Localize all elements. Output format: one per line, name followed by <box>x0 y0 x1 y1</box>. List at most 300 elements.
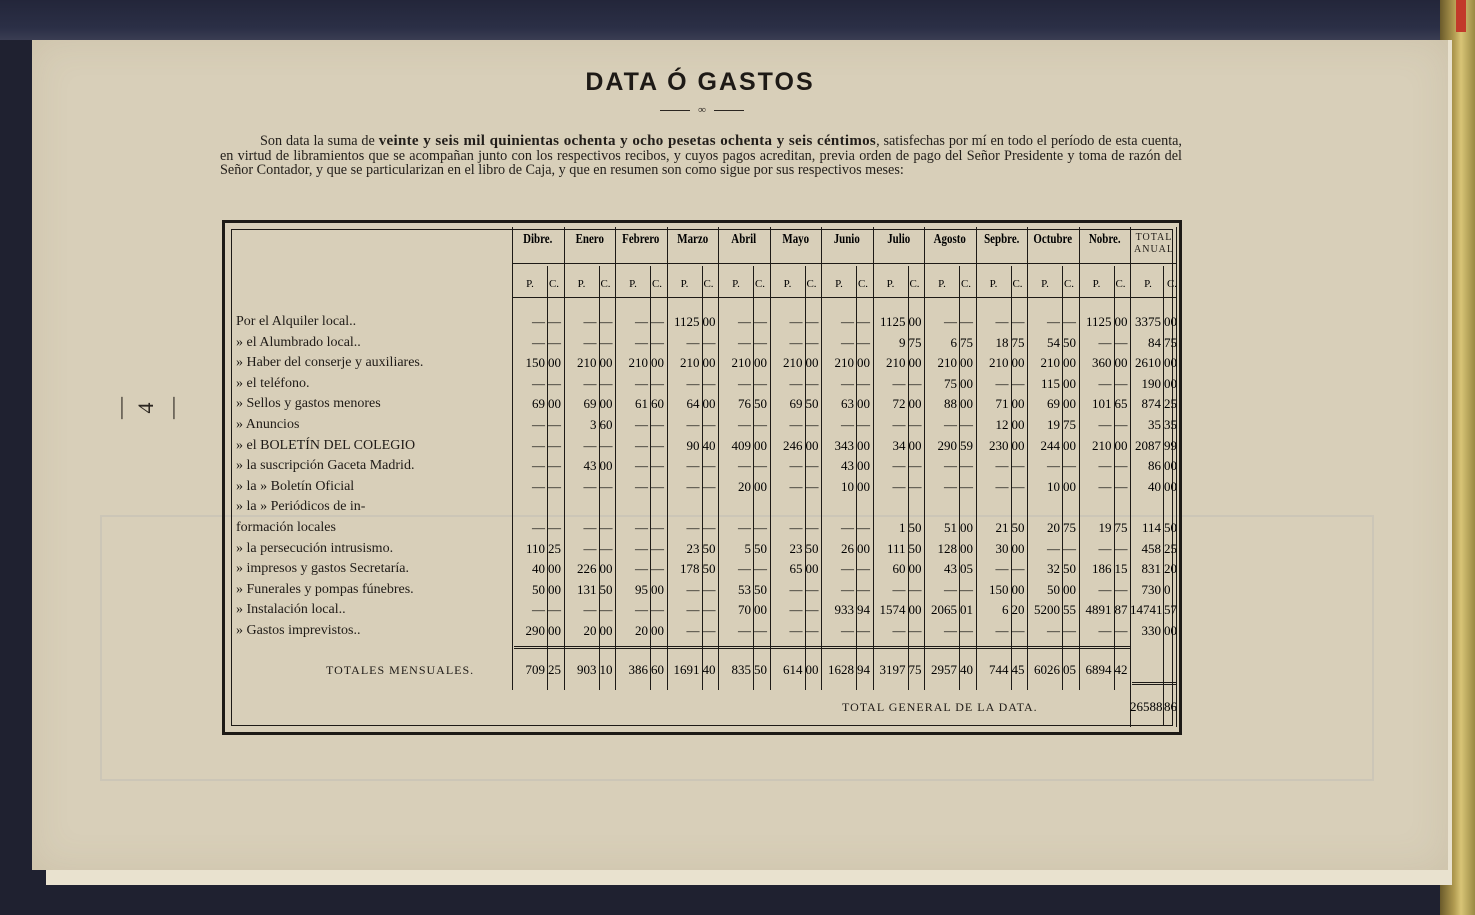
row-value-centimos: 75 <box>1063 417 1076 432</box>
row-value-centimos: 00 <box>1011 396 1025 412</box>
total-value-centimos: 00 <box>805 662 819 677</box>
row-value-centimos: 50 <box>805 540 819 556</box>
row-value-centimos: — <box>548 334 561 350</box>
row-value-centimos: 00 <box>754 355 767 371</box>
row-value-pesetas: — <box>789 458 803 474</box>
month-header-6: Junio <box>833 232 860 247</box>
row-value-centimos: — <box>805 602 819 618</box>
row-value-pesetas: 72 <box>892 396 906 412</box>
row-value-pesetas: 69 <box>789 396 803 412</box>
row-value-pesetas: 178 <box>680 561 700 577</box>
row-value-pesetas: — <box>892 375 906 391</box>
row-value-pesetas: — <box>1098 417 1112 432</box>
row-value-pesetas: — <box>738 375 751 391</box>
total-value-centimos: 94 <box>857 662 870 677</box>
row-value-centimos: 50 <box>702 561 716 577</box>
row-value-pesetas: — <box>635 314 648 329</box>
row-value-centimos: 00 <box>1011 581 1025 597</box>
row-total-centimos: 00 <box>1164 458 1177 474</box>
total-value-pesetas: 1628 <box>828 662 854 677</box>
row-value-pesetas: — <box>686 520 700 535</box>
row-label: » Funerales y pompas fúnebres. <box>236 581 414 597</box>
row-value-centimos: — <box>702 417 716 432</box>
row-value-pesetas: — <box>892 478 906 494</box>
row-value-pesetas: 71 <box>995 396 1009 412</box>
month-header-11: Nobre. <box>1088 232 1121 247</box>
row-value-centimos: — <box>1114 540 1128 556</box>
row-total-centimos: 25 <box>1164 540 1177 556</box>
row-value-pesetas: 150 <box>989 581 1009 597</box>
row-value-pesetas: 343 <box>834 437 854 453</box>
row-value-pesetas: 246 <box>783 437 803 453</box>
row-value-pesetas: 70 <box>738 602 751 618</box>
row-value-pesetas: 95 <box>635 581 648 597</box>
row-value-pesetas: 933 <box>834 602 854 618</box>
row-value-centimos: — <box>754 334 767 350</box>
row-value-centimos: 00 <box>908 602 922 618</box>
row-value-pesetas: — <box>686 458 700 474</box>
row-value-centimos: — <box>805 458 819 474</box>
row-value-centimos: — <box>702 478 716 494</box>
row-value-centimos: — <box>754 623 767 638</box>
row-value-pesetas: — <box>1098 458 1112 474</box>
total-value-centimos: 45 <box>1011 662 1025 677</box>
subheader-c: C. <box>1063 278 1075 290</box>
row-value-centimos: 00 <box>1114 437 1128 453</box>
row-value-pesetas: — <box>738 314 751 329</box>
total-value-centimos: 60 <box>651 662 664 677</box>
row-value-pesetas: 290 <box>525 623 545 638</box>
row-value-centimos: 20 <box>1011 602 1025 618</box>
row-value-centimos: 00 <box>857 540 870 556</box>
row-value-centimos: 50 <box>908 540 922 556</box>
row-label: » la » Periódicos de in- <box>236 499 366 515</box>
row-value-centimos: 00 <box>1063 355 1076 371</box>
row-value-centimos: 05 <box>960 561 973 577</box>
row-value-centimos: — <box>1114 623 1128 638</box>
row-value-centimos: — <box>702 520 716 535</box>
row-value-centimos: 00 <box>599 623 613 638</box>
row-value-pesetas: 32 <box>1047 561 1060 577</box>
row-value-pesetas: 3 <box>590 417 597 432</box>
row-value-pesetas: 43 <box>841 458 854 474</box>
total-value-centimos: 42 <box>1114 662 1128 677</box>
row-value-pesetas: — <box>583 520 597 535</box>
row-value-pesetas: 65 <box>789 561 803 577</box>
row-total-pesetas: 874 <box>1141 396 1161 412</box>
row-value-pesetas: — <box>789 602 803 618</box>
row-value-pesetas: 210 <box>937 355 957 371</box>
row-value-pesetas: — <box>995 375 1009 391</box>
row-value-centimos: — <box>1063 540 1076 556</box>
row-value-centimos: 75 <box>908 334 922 350</box>
row-value-centimos: — <box>651 417 664 432</box>
row-value-pesetas: 20 <box>635 623 648 638</box>
row-value-centimos: 00 <box>857 478 870 494</box>
subheader-c: C. <box>1012 278 1023 290</box>
row-value-pesetas: 210 <box>731 355 751 371</box>
row-label: Por el Alquiler local.. <box>236 314 357 329</box>
total-header-line2: ANUAL <box>1134 244 1174 255</box>
row-value-pesetas: — <box>686 581 700 597</box>
row-value-centimos: — <box>548 520 561 535</box>
row-value-pesetas: — <box>1047 458 1060 474</box>
row-value-centimos: — <box>908 417 922 432</box>
row-value-centimos: 50 <box>908 520 922 535</box>
month-header-3: Marzo <box>676 232 708 247</box>
row-value-pesetas: — <box>789 520 803 535</box>
row-value-centimos: 00 <box>599 458 613 474</box>
row-total-centimos: 00 <box>1164 623 1177 638</box>
row-value-centimos: 00 <box>1063 478 1076 494</box>
row-value-pesetas: 210 <box>628 355 648 371</box>
row-value-pesetas: 20 <box>738 478 751 494</box>
row-value-centimos: — <box>1011 561 1025 577</box>
row-value-pesetas: 210 <box>1040 355 1060 371</box>
row-value-centimos: 00 <box>805 355 819 371</box>
row-value-centimos: — <box>651 561 664 577</box>
row-value-centimos: — <box>1011 314 1025 329</box>
row-value-centimos: 00 <box>548 355 561 371</box>
row-value-pesetas: 210 <box>680 355 700 371</box>
row-value-pesetas: — <box>789 375 803 391</box>
row-value-pesetas: 409 <box>731 437 751 453</box>
row-value-pesetas: 18 <box>995 334 1009 350</box>
row-value-centimos: 40 <box>702 437 716 453</box>
row-value-pesetas: — <box>1098 623 1112 638</box>
row-total-centimos: 99 <box>1164 437 1177 453</box>
row-value-centimos: — <box>548 478 561 494</box>
row-value-pesetas: — <box>1047 623 1060 638</box>
row-value-centimos: 00 <box>908 561 922 577</box>
row-value-pesetas: 210 <box>577 355 597 371</box>
row-value-pesetas: 115 <box>1040 375 1060 391</box>
row-value-pesetas: — <box>1098 375 1112 391</box>
subheader-c: C. <box>806 278 817 290</box>
row-value-centimos: 60 <box>599 417 613 432</box>
row-value-centimos: — <box>960 623 973 638</box>
row-value-pesetas: 10 <box>841 478 854 494</box>
row-value-pesetas: 26 <box>841 540 854 556</box>
row-value-pesetas: — <box>1098 540 1112 556</box>
row-value-centimos: — <box>702 334 716 350</box>
totals-label: TOTALES MENSUALES. <box>326 663 475 677</box>
row-value-centimos: 00 <box>754 602 767 618</box>
row-value-pesetas: — <box>532 375 545 391</box>
row-value-pesetas: — <box>944 314 957 329</box>
row-label: » Sellos y gastos menores <box>236 396 381 412</box>
row-total-centimos: 0 <box>1164 581 1171 597</box>
row-value-centimos: — <box>805 478 819 494</box>
row-value-pesetas: — <box>789 417 803 432</box>
row-value-centimos: — <box>960 458 973 474</box>
row-value-centimos: 75 <box>1063 520 1076 535</box>
row-value-pesetas: — <box>635 561 648 577</box>
row-value-centimos: — <box>548 458 561 474</box>
total-value-pesetas: 386 <box>628 662 648 677</box>
row-value-pesetas: 69 <box>532 396 545 412</box>
row-value-pesetas: 244 <box>1040 437 1060 453</box>
row-value-centimos: 00 <box>908 355 922 371</box>
row-value-centimos: — <box>1063 623 1076 638</box>
total-value-centimos: 50 <box>754 662 767 677</box>
row-value-pesetas: 20 <box>1047 520 1060 535</box>
subheader-c: C. <box>857 278 869 290</box>
row-value-pesetas: 1125 <box>879 314 906 329</box>
row-total-centimos: 50 <box>1164 520 1177 535</box>
month-header-5: Mayo <box>781 232 809 247</box>
intro-rest: , satisfechas por mí en todo el período de esta cuenta, en virtud de libramientos que se acompañan junto con los respectivos recibos, y cuyos pagos acreditan, previa orden de pago del Señor Presidente y toma de razón del Señor Contador, y que se particularizan en el libro de Caja, y que en resumen son como sigue por sus respectivos meses: <box>220 133 1182 178</box>
subheader-p: P. <box>989 278 998 290</box>
row-value-pesetas: — <box>635 602 648 618</box>
row-value-centimos: 01 <box>960 602 973 618</box>
row-value-pesetas: 30 <box>995 540 1009 556</box>
row-value-centimos: 00 <box>702 396 716 412</box>
row-label: » la » Boletín Oficial <box>236 478 355 494</box>
row-total-pesetas: 14741 <box>1130 602 1163 618</box>
row-label: » el Alumbrado local.. <box>236 334 361 350</box>
row-value-centimos: — <box>651 478 664 494</box>
row-value-pesetas: — <box>789 623 803 638</box>
row-total-centimos: 75 <box>1164 334 1177 350</box>
row-value-centimos: 55 <box>1063 602 1076 618</box>
row-value-pesetas: — <box>635 520 648 535</box>
row-total-centimos: 35 <box>1164 417 1177 432</box>
row-value-pesetas: — <box>686 602 700 618</box>
row-value-centimos: 00 <box>805 437 819 453</box>
row-value-pesetas: 43 <box>583 458 597 474</box>
row-total-centimos: 00 <box>1164 478 1177 494</box>
row-value-centimos: 00 <box>857 437 870 453</box>
subheader-c: C. <box>548 278 560 290</box>
row-value-centimos: — <box>1114 334 1128 350</box>
row-value-centimos: — <box>754 458 767 474</box>
totals-rule <box>514 646 1130 649</box>
row-value-centimos: 00 <box>857 396 870 412</box>
row-label: » el BOLETÍN DEL COLEGIO <box>236 437 416 453</box>
row-value-pesetas: 60 <box>892 561 906 577</box>
row-value-centimos: — <box>908 458 922 474</box>
row-value-pesetas: — <box>532 334 545 350</box>
row-value-pesetas: 43 <box>944 561 957 577</box>
row-value-centimos: — <box>1011 458 1025 474</box>
row-value-centimos: — <box>960 314 973 329</box>
row-label: » el teléfono. <box>236 375 310 391</box>
row-value-centimos: — <box>1011 375 1025 391</box>
row-value-centimos: — <box>548 417 561 432</box>
row-value-pesetas: 210 <box>834 355 854 371</box>
row-value-pesetas: — <box>1047 540 1060 556</box>
row-total-pesetas: 86 <box>1148 458 1161 474</box>
row-total-centimos: 00 <box>1164 355 1177 371</box>
subheader-p: P. <box>629 278 637 290</box>
row-value-pesetas: — <box>583 540 597 556</box>
row-total-pesetas: 40 <box>1148 478 1161 494</box>
row-value-pesetas: 90 <box>686 437 700 453</box>
total-value-pesetas: 2957 <box>931 662 957 677</box>
row-value-centimos: 00 <box>548 581 561 597</box>
subheader-p: P. <box>938 278 946 290</box>
total-value-centimos: 75 <box>908 662 922 677</box>
total-value-pesetas: 744 <box>989 662 1009 677</box>
subheader-c: C. <box>1166 278 1178 290</box>
row-value-centimos: 00 <box>1011 417 1025 432</box>
row-value-pesetas: 6 <box>950 334 957 350</box>
row-value-pesetas: 34 <box>892 437 906 453</box>
row-value-centimos: — <box>857 561 870 577</box>
grand-total-pesetas: 26588 <box>1130 699 1163 714</box>
row-value-centimos: 00 <box>1063 437 1076 453</box>
row-value-centimos: 00 <box>1011 355 1025 371</box>
row-value-centimos: 00 <box>599 355 613 371</box>
row-value-centimos: 00 <box>754 478 767 494</box>
row-value-pesetas: — <box>635 437 648 453</box>
row-value-centimos: — <box>805 623 819 638</box>
row-value-centimos: — <box>857 417 870 432</box>
row-value-pesetas: — <box>1098 478 1112 494</box>
row-value-centimos: — <box>857 520 870 535</box>
total-value-pesetas: 614 <box>783 662 803 677</box>
total-value-pesetas: 903 <box>577 662 597 677</box>
row-value-pesetas: — <box>583 478 597 494</box>
intro-amount: veinte y seis mil quinientas ochenta y ocho pesetas ochenta y seis céntimos <box>378 133 877 149</box>
grand-total-centimos: 86 <box>1164 699 1177 714</box>
row-value-centimos: — <box>651 314 664 329</box>
row-value-centimos: 00 <box>651 581 664 597</box>
row-value-pesetas: 88 <box>944 396 957 412</box>
row-value-pesetas: — <box>635 334 648 350</box>
page-number: — 4 — <box>107 395 184 419</box>
intro-paragraph <box>220 134 1182 178</box>
row-value-pesetas: — <box>995 561 1009 577</box>
row-value-centimos: 25 <box>548 540 561 556</box>
row-value-centimos: — <box>754 520 767 535</box>
row-value-centimos: — <box>1114 458 1128 474</box>
row-value-centimos: — <box>599 602 613 618</box>
row-value-centimos: — <box>548 602 561 618</box>
row-value-pesetas: — <box>738 520 751 535</box>
row-value-centimos: 94 <box>857 602 870 618</box>
total-value-pesetas: 1691 <box>673 662 700 677</box>
row-value-pesetas: — <box>944 478 957 494</box>
subheader-p: P. <box>526 278 534 290</box>
row-value-centimos: — <box>548 437 561 453</box>
subheader-c: C. <box>1115 278 1126 290</box>
row-value-centimos: 50 <box>599 581 613 597</box>
row-value-pesetas: 111 <box>886 540 906 556</box>
row-total-centimos: 20 <box>1164 561 1177 577</box>
row-value-pesetas: — <box>892 581 906 597</box>
row-value-pesetas: — <box>1098 581 1112 597</box>
row-value-pesetas: — <box>841 314 854 329</box>
row-label: formación locales <box>236 520 336 535</box>
row-label: » Anuncios <box>236 417 300 432</box>
row-value-pesetas: 19 <box>1047 417 1060 432</box>
row-value-pesetas: — <box>892 458 906 474</box>
row-value-centimos: 50 <box>805 396 819 412</box>
row-value-centimos: — <box>857 581 870 597</box>
row-value-centimos: — <box>1011 478 1025 494</box>
row-value-pesetas: 69 <box>1047 396 1060 412</box>
row-value-pesetas: 1574 <box>879 602 906 618</box>
row-value-centimos: — <box>702 602 716 618</box>
row-value-pesetas: — <box>841 334 854 350</box>
row-value-centimos: 50 <box>702 540 716 556</box>
row-value-centimos: — <box>651 334 664 350</box>
row-total-pesetas: 2610 <box>1135 355 1161 371</box>
bookmark-ribbon <box>1456 0 1466 32</box>
total-value-centimos: 05 <box>1063 662 1076 677</box>
total-value-pesetas: 835 <box>731 662 751 677</box>
row-value-centimos: 00 <box>1114 355 1128 371</box>
row-value-centimos: — <box>857 375 870 391</box>
row-value-pesetas: — <box>635 417 648 432</box>
row-total-pesetas: 3375 <box>1135 314 1161 329</box>
row-total-pesetas: 84 <box>1148 334 1161 350</box>
row-value-pesetas: — <box>532 478 545 494</box>
row-value-centimos: — <box>754 561 767 577</box>
subheader-p: P. <box>886 278 895 290</box>
row-value-centimos: — <box>651 375 664 391</box>
page-title: DATA Ó GASTOS <box>585 68 815 96</box>
row-value-pesetas: 10 <box>1047 478 1060 494</box>
row-value-centimos: 00 <box>702 355 716 371</box>
row-value-pesetas: 51 <box>944 520 957 535</box>
row-value-centimos: — <box>702 623 716 638</box>
row-value-centimos: 15 <box>1114 561 1128 577</box>
row-value-pesetas: 9 <box>899 334 906 350</box>
subheader-p: P. <box>783 278 792 290</box>
row-value-pesetas: — <box>532 417 545 432</box>
row-value-pesetas: 101 <box>1092 396 1112 412</box>
row-value-pesetas: 64 <box>686 396 700 412</box>
row-value-pesetas: 2065 <box>931 602 957 618</box>
row-value-centimos: 50 <box>1011 520 1025 535</box>
month-header-10: Octubre <box>1033 232 1073 247</box>
row-value-pesetas: 69 <box>583 396 597 412</box>
row-value-centimos: — <box>805 375 819 391</box>
row-value-pesetas: — <box>686 375 700 391</box>
row-value-pesetas: — <box>841 417 854 432</box>
row-value-centimos: 00 <box>702 314 716 329</box>
row-value-pesetas: 61 <box>635 396 648 412</box>
row-value-pesetas: — <box>1098 334 1112 350</box>
row-label: » la suscripción Gaceta Madrid. <box>236 458 415 474</box>
row-value-centimos: — <box>1114 478 1128 494</box>
month-header-1: Enero <box>575 232 604 247</box>
subheader-divider <box>512 297 1176 298</box>
row-value-pesetas: — <box>995 458 1009 474</box>
subheader-c: C. <box>960 278 972 290</box>
row-value-centimos: — <box>599 520 613 535</box>
row-value-pesetas: 6 <box>1002 602 1009 618</box>
row-value-centimos: — <box>754 417 767 432</box>
intro-lead: Son data la suma de <box>260 133 375 149</box>
subheader-p: P. <box>577 278 586 290</box>
row-value-pesetas: 226 <box>577 561 597 577</box>
row-value-centimos: — <box>599 437 613 453</box>
row-value-centimos: — <box>1063 458 1076 474</box>
row-value-centimos: — <box>599 314 613 329</box>
row-label: » la persecución intrusismo. <box>236 540 394 556</box>
month-header-4: Abril <box>731 232 757 247</box>
subheader-p: P. <box>680 278 689 290</box>
month-header-2: Febrero <box>622 232 660 247</box>
row-value-centimos: 00 <box>960 355 973 371</box>
row-value-centimos: 00 <box>908 396 922 412</box>
row-value-centimos: — <box>1114 417 1128 432</box>
month-header-9: Sepbre. <box>983 232 1019 247</box>
